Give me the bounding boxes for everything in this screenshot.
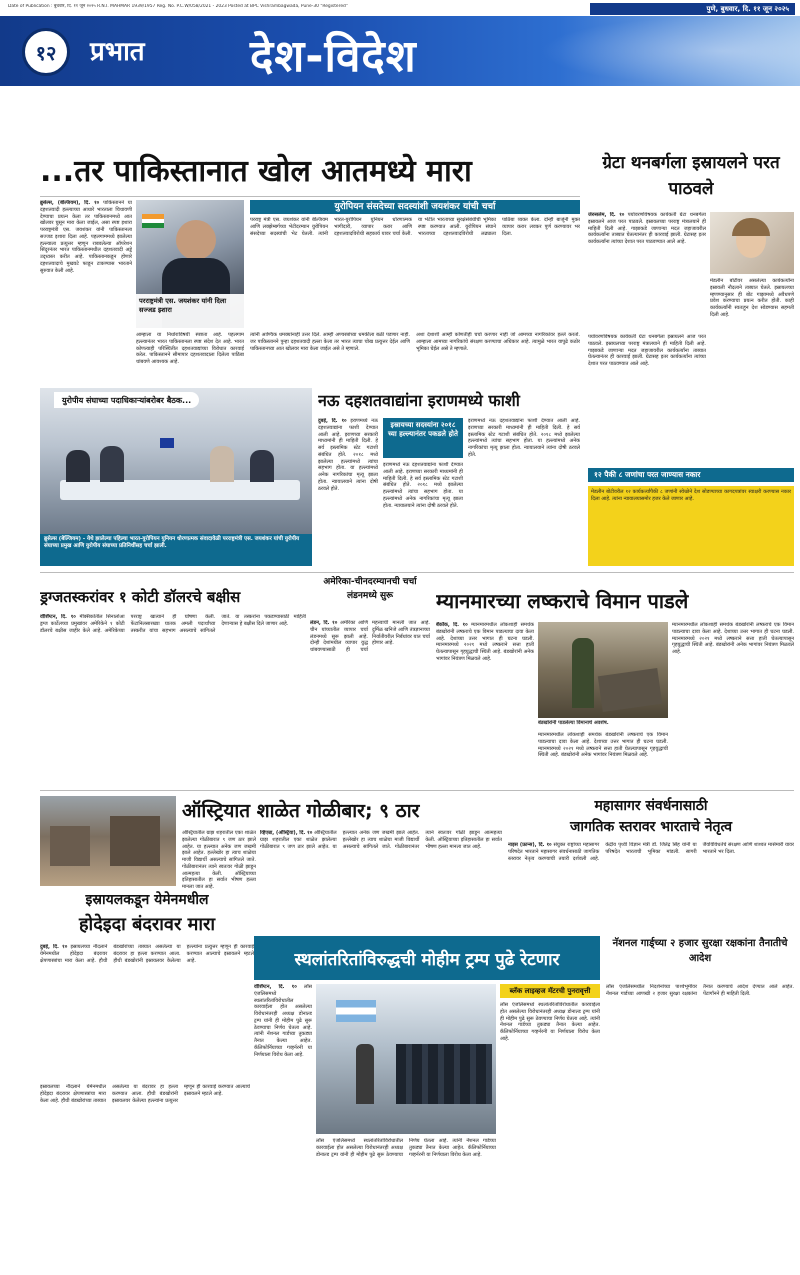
eu-photo-caption-text: ब्रुसेल्स (बेल्जियम) - येथे झालेल्या पहिल्या भारत-युरोपियन युनियन धोरणात्मक संवादावेळी परराष्ट्रमंत्री एस. जयशंकर यांची युरोपीय संघाच्या प्रमुख आणि युरोपीय संघाच्या प्रतिनिधींसह चर्चा झाली. — [44, 536, 300, 550]
person-2 — [100, 446, 124, 482]
greta-headline: ग्रेटा थनबर्गला इस्रायलने परत पाठवले — [602, 153, 780, 199]
flag-raised — [336, 1000, 376, 1022]
drug-headline: ड्रग्जतस्करांवर १ कोटी डॉलरचे बक्षीस — [40, 588, 241, 606]
austria-dateline: व्हिएन्ना, (ऑस्ट्रिया), दि. १० — [260, 830, 313, 836]
ocean-dateline: नाइस (फ्रान्स), दि. १० — [508, 842, 552, 848]
trump-subhead-bar — [500, 984, 600, 998]
greta-highlight-text: मेडलीन बोटीवरील १२ कार्यकर्त्यांपैकी ८ जणांनी स्वेच्छेने देश सोडण्याच्या कागदपत्रांवर स्वाक्षरी करण्यास नकार दिला आहे. त्यांना न्यायालयासमोर हजर केले जाणार आहे. — [588, 486, 794, 566]
trump-text-2: लॉस एंजलिसमध्ये स्थलांतरितांविरोधातील कारवाईला होत असलेल्या विरोधानंतरही अध्यक्ष डोनाल्ड ट्रम्प यांनी ही मोहीम पुढे सुरू ठेवण्याचा निर्णय घेतला आहे. त्यांनी नॅशनल गार्डच्या तुकड्या तैनात केल्या आहेत. कॅलिफोर्नियाच्या गव्हर्नरनी या निर्णयाला विरोध केला आहे. — [316, 1138, 496, 1158]
eu-story-headline: युरोपियन संसदेच्या सदस्यांशी जयशंकर यांची चर्चा — [334, 202, 496, 212]
ocean-headline-line2: जागतिक स्तरावर भारताचे नेतृत्व — [569, 819, 733, 835]
page-number-badge — [22, 28, 70, 76]
lead-text-1: पाकिस्तानने या दहशतवादी हल्ल्याच्या आधारे भारताला चिथावणी देण्याचा प्रयत्न केला तर पाकिस्तानमध्ये आत खोलवर घुसून मारा केला जाईल, असा स्पष्ट इशारा परराष्ट्रमंत्री एस. जयशंकर यांनी पाकिस्तानला सज्जड इशारा दिला आहे. पहलगाममध्ये झालेल्या हल्ल्याला प्रत्युत्तर म्हणून राबवलेल्या ऑपरेशन सिंदूरनंतर भारत पाकिस्तानमधील दहशतवादी अड्डे उद्ध्वस्त करीत आहे. पाकिस्तानकडून होणारे दहशतवादाचे मुखवटे फाडून टाकण्यास भारताने सुरुवात केली आहे. — [40, 200, 132, 274]
myanmar-dateline: बँकॉक, दि. १० — [436, 622, 468, 628]
iran-text-left — [318, 418, 378, 566]
drug-body: मेक्सिकोतील सिनालोआ ड्रग्ज कार्टेलच्या प्रमुखांवर अमेरिकेने १ कोटी डॉलरचे बक्षीस जाहीर केले आहे. अमेरिकेच्या परराष्ट्र खात्याने ही घोषणा केली. फेंटानिलसारख्या घातक अमली पदार्थांच्या तस्करीत यांचा सहभाग असल्याचे सांगितले जाते. या तस्करांना पकडण्यासाठी माहिती देणाऱ्यास हे बक्षीस दिले जाणार आहे. — [40, 614, 306, 634]
iran-text-right: इराणमध्ये नऊ दहशतवाद्यांना फाशी देण्यात आली आहे. इराणच्या सरकारी माध्यमांनी ही माहिती दिली. हे सर्व इस्लामिक स्टेट गटाशी संबंधित होते. २०१८ मध्ये झालेल्या हल्ल्यांमध्ये त्यांचा सहभाग होता. या हल्ल्यांमध्ये अनेक नागरिकांचा मृत्यू झाला होता. न्यायालयाने त्यांना दोषी ठरवले होते. — [383, 462, 463, 509]
lead-divider — [40, 196, 580, 197]
iran-headline: नऊ दहशतवाद्यांना इराणमध्ये फाशी — [318, 391, 520, 410]
drug-dateline: वॉशिंग्टन, दि. १० — [40, 614, 76, 620]
ruins-block-1 — [50, 826, 90, 866]
person-1 — [66, 450, 90, 482]
greta-hair — [732, 218, 770, 236]
edition-date-strip — [590, 3, 795, 15]
protester — [356, 1044, 374, 1104]
yemen-text-2: इस्रायलच्या नौदलाने येमेनमधील होदेइदा बंदरावर क्षेपणास्त्रांचा मारा केला आहे. हौथी बंडखोरांच्या ताब्यात असलेल्या या बंदरावर हा हल्ला करण्यात आला. हौथी बंडखोरांनी इस्रायलवर केलेल्या हल्ल्यांना प्रत्युत्तर म्हणून ही कारवाई करण्यात आल्याचे इस्रायलने म्हटले आहे. — [40, 1084, 250, 1104]
brand-logo — [90, 30, 210, 70]
quote-box-text: परराष्ट्रमंत्री एस. जयशंकर यांनी दिला सज्जड इशारा — [139, 297, 227, 314]
eu-meeting-photo — [40, 388, 312, 534]
jaishankar-photo — [136, 200, 244, 328]
bottom-band — [0, 1228, 800, 1275]
yemen-body: इस्रायलच्या नौदलाने येमेनमधील होदेइदा बंदरावर क्षेपणास्त्रांचा मारा केला आहे. हौथी बंडखोरांच्या ताब्यात असलेल्या या बंदरावर हा हल्ला करण्यात आला. हौथी बंडखोरांनी इस्रायलवर केलेल्या हल्ल्यांना प्रत्युत्तर म्हणून ही कारवाई करण्यात आल्याचे इस्रायलने म्हटले आहे. — [40, 944, 254, 964]
quote-box — [136, 294, 244, 328]
lead-headline: ...तर पाकिस्तानात खोल आतमध्ये मारा — [40, 154, 472, 189]
person-4 — [250, 450, 274, 482]
soldier-figure — [572, 638, 594, 708]
row-divider-1 — [40, 572, 794, 573]
publication-line: Date of Publication : बुधवार, दि. ११ जून २०२५ R.N.I. MAHMAR 1939/1957 Reg. No. P.C.W/058/2021 - 2023 Posted at BPC Vishrambagwada, Pune-30 "Registered" — [8, 4, 348, 9]
lead-column-1 — [40, 200, 132, 328]
trump-headline-bar-full — [254, 936, 600, 980]
trump-subhead: ब्लॅक लाइव्हज मॅटरची पुनरावृत्ती — [509, 987, 591, 995]
police-line — [396, 1044, 492, 1104]
austria-text — [260, 830, 502, 932]
greta-text: पर्यावरणविषयक कार्यकर्ती ग्रेटा थनबर्गला इस्रायलने आज परत पाठवले. इस्रायलच्या परराष्ट्र मंत्रालयाने ही माहिती दिली आहे. गाझाकडे जाणाऱ्या मदत जहाजावरील कार्यकर्त्यांना ताब्यात घेतल्यानंतर ही कारवाई झाली. ग्रेटासह इतर कार्यकर्त्यांना त्यांच्या देशात परत पाठवण्यात आले आहे. — [588, 212, 706, 245]
iran-dateline: दुबई, दि. १० — [318, 418, 347, 424]
trump-side-text: लॉस एंजलिसमधील निदर्शनांच्या पार्श्वभूमीवर नॅशनल गार्डच्या आणखी २ हजार सुरक्षा रक्षकांना तैनात करण्याचे आदेश देण्यात आले आहेत. पेंटागॉनने ही माहिती दिली. — [606, 984, 794, 997]
ocean-headline-line1: महासागर संवर्धनासाठी — [594, 798, 708, 814]
myanmar-headline: म्यानमारच्या लष्कराचे विमान पाडले — [436, 589, 689, 613]
yemen-photo — [40, 796, 176, 886]
london-dateline: लंडन, दि. १० — [310, 620, 338, 626]
yemen-headline-line1: इस्रायलकडून येमेनमधील — [85, 892, 209, 908]
indian-flag-icon — [142, 214, 164, 228]
trump-side-headline: नॅशनल गार्ड्च्या २ हजार सुरक्षा रक्षकांना तैनातीचे आदेश — [612, 938, 788, 964]
myanmar-photo — [538, 622, 668, 718]
ocean-body: संयुक्त राष्ट्रांच्या महासागर परिषदेत भारताने महासागर संवर्धनासाठी जागतिक स्तरावर नेतृत्व करण्याची तयारी दर्शवली आहे. केंद्रीय पृथ्वी विज्ञान मंत्री डॉ. जितेंद्र सिंह यांनी या परिषदेत भारताची भूमिका मांडली. सागरी जैवविविधतेचे संरक्षण आणि शाश्वत मासेमारी यावर भारताने भर दिला. — [508, 842, 794, 862]
greta-text-3: पर्यावरणविषयक कार्यकर्ती ग्रेटा थनबर्गला इस्रायलने आज परत पाठवले. इस्रायलच्या परराष्ट्र मंत्रालयाने ही माहिती दिली आहे. गाझाकडे जाणाऱ्या मदत जहाजावरील कार्यकर्त्यांना ताब्यात घेतल्यानंतर ही कारवाई झाली. ग्रेटासह इतर कार्यकर्त्यांना त्यांच्या देशात परत पाठवण्यात आले आहे. — [588, 334, 706, 367]
section-title: देश-विदेश — [250, 31, 417, 82]
myanmar-photo-caption: बंडखोरांनी पाडलेल्या विमानाचे अवशेष. — [538, 720, 609, 726]
eu-story-headline-bar — [250, 200, 580, 214]
trump-dateline: वॉशिंग्टन, दि. १० — [254, 984, 297, 990]
person-3 — [210, 446, 234, 482]
wreckage — [598, 668, 662, 712]
myanmar-body: म्यानमारमधील लोकशाही समर्थक बंडखोरांनी लष्कराचे एक विमान पाडल्याचा दावा केला आहे. देशाच्या उत्तर भागात ही घटना घडली. म्यानमारमध्ये २०२१ मध्ये लष्कराने सत्ता हाती घेतल्यापासून गृहयुद्धाची स्थिती आहे. बंडखोरांनी अनेक भागांवर नियंत्रण मिळवले आहे. — [436, 622, 534, 662]
brand-name: प्रभात — [90, 37, 145, 67]
trump-text-3: लॉस एंजलिसमध्ये स्थलांतरितांविरोधातील कारवाईला होत असलेल्या विरोधानंतरही अध्यक्ष डोनाल्ड ट्रम्प यांनी ही मोहीम पुढे सुरू ठेवण्याचा निर्णय घेतला आहे. त्यांनी नॅशनल गार्डच्या तुकड्या तैनात केल्या आहेत. कॅलिफोर्नियाच्या गव्हर्नरनी या निर्णयाला विरोध केला आहे. — [500, 1002, 600, 1042]
masthead — [0, 16, 800, 86]
eu-story-text: परराष्ट्र मंत्री एस. जयशंकर यांनी बेल्जियम आणि लक्झेम्बर्गच्या भेटीदरम्यान युरोपियन संसदेच्या सदस्यांची भेट घेतली. त्यांनी भारत-युरोपियन युनियन धोरणात्मक भागीदारी, व्यापार करार आणि दहशतवादविरोधी सहकार्य यावर चर्चा केली. या भेटीत भारताच्या सुरक्षेसंबंधीची भूमिका स्पष्ट करण्यात आली. युरोपियन संघाने भारताच्या दहशतवादविरोधी लढ्याला पाठिंबा व्यक्त केला. दोन्ही बाजूंनी मुक्त व्यापार करार लवकर पूर्ण करण्यावर भर दिला. — [250, 217, 580, 237]
greta-text-2: मेडलीन बोटीवर असलेल्या कार्यकर्त्यांना इस्रायली नौदलाने ताब्यात घेतले. इस्रायलच्या म्हणण्यानुसार ही बोट गाझामध्ये अवैधपणे प्रवेश करण्याचा प्रयत्न करीत होती. काही कार्यकर्त्यांनी स्वतःहून देश सोडण्यास सहमती दिली आहे. — [710, 278, 794, 318]
ocean-text — [508, 842, 794, 932]
trump-text-1 — [254, 984, 312, 1222]
eu-flag-icon — [160, 438, 174, 448]
lead-dateline: ब्रुसेल्स, (बेल्जियम), दि. १० — [40, 200, 100, 206]
drug-text — [40, 614, 306, 784]
london-headline: अमेरिका-चीनदरम्यानची चर्चा लंडनमध्ये सुरू — [323, 577, 417, 601]
photo-figure — [176, 220, 216, 260]
iran-box-text: इस्रायच्या सदस्यांना २०१८ च्या हल्ल्यानंतर पकडले होते — [387, 421, 458, 439]
austria-text-2: ऑस्ट्रियातील ग्राझ शहरातील एका शाळेत झालेल्या गोळीबारात ९ जण ठार झाले आहेत. या हल्ल्यात अनेक जण जखमी झाले आहेत. हल्लेखोर हा त्याच शाळेचा माजी विद्यार्थी असल्याचे सांगितले जाते. गोळीबारानंतर त्याने स्वतःवर गोळी झाडून आत्महत्या केली. ऑस्ट्रियाच्या इतिहासातील हा सर्वात भीषण हल्ला मानला जात आहे. — [182, 830, 256, 890]
meeting-table — [60, 480, 300, 500]
austria-headline: ऑस्ट्रियात शाळेत गोळीबार; ९ ठार — [182, 800, 420, 822]
greta-photo — [710, 212, 794, 274]
yemen-dateline: दुबई, दि. १० — [40, 944, 68, 950]
greta-text-1 — [588, 212, 706, 330]
london-body: अमेरिका आणि चीन यांच्यातील व्यापार चर्चा लंडनमध्ये सुरू झाली आहे. दोन्ही देशांमधील व्यापार युद्ध थांबवण्यासाठी ही चर्चा महत्त्वाची मानली जात आहे. दुर्मिळ खनिजे आणि तंत्रज्ञानाच्या निर्यातीवरील निर्बंधांवर यात चर्चा होणार आहे. — [310, 620, 430, 653]
yemen-text — [40, 944, 254, 1080]
ocean-headline — [508, 796, 794, 838]
greta-highlight-tag — [588, 468, 794, 482]
row-divider-2 — [40, 790, 794, 791]
trump-headline: स्थलांतरितांविरुद्धची मोहीम ट्रम्प पुढे रेटणार — [294, 949, 560, 970]
iran-box — [383, 418, 463, 458]
eu-photo-label-text: युरोपीय संघाच्या पदाधिकाऱ्यांबरोबर बैठक... — [62, 395, 192, 405]
myanmar-text-2: म्यानमारमधील लोकशाही समर्थक बंडखोरांनी लष्कराचे एक विमान पाडल्याचा दावा केला आहे. देशाच्या उत्तर भागात ही घटना घडली. म्यानमारमध्ये २०२१ मध्ये लष्कराने सत्ता हाती घेतल्यापासून गृहयुद्धाची स्थिती आहे. बंडखोरांनी अनेक भागांवर नियंत्रण मिळवले आहे. — [538, 732, 668, 759]
greta-dateline: जेरुसलेम, दि. १० — [588, 212, 625, 218]
yemen-headline-line2: होदेइदा बंदरावर मारा — [78, 914, 216, 935]
iran-text-far: इराणमध्ये नऊ दहशतवाद्यांना फाशी देण्यात आली आहे. इराणच्या सरकारी माध्यमांनी ही माहिती दिली. हे सर्व इस्लामिक स्टेट गटाशी संबंधित होते. २०१८ मध्ये झालेल्या हल्ल्यांमध्ये त्यांचा सहभाग होता. या हल्ल्यांमध्ये अनेक नागरिकांचा मृत्यू झाला होता. न्यायालयाने त्यांना दोषी ठरवले होते. — [468, 418, 580, 458]
myanmar-text-3: म्यानमारमधील लोकशाही समर्थक बंडखोरांनी लष्कराचे एक विमान पाडल्याचा दावा केला आहे. देशाच्या उत्तर भागात ही घटना घडली. म्यानमारमध्ये २०२१ मध्ये लष्कराने सत्ता हाती घेतल्यापासून गृहयुद्धाची स्थिती आहे. बंडखोरांनी अनेक भागांवर नियंत्रण मिळवले आहे. — [672, 622, 794, 655]
lead-column-2: आम्हाला या निर्धाराविषयी स्पष्टता आहे. पहलगाम हल्ल्यानंतर भारत पाकिस्तानला स्पष्ट संदेश देत आहे. भारत कोणत्याही परिस्थितीत दहशतवाद्यांच्या विरोधात कारवाई करेल. पाकिस्तानने सीमापार दहशतवादाला दिलेला पाठिंबा थांबवणे आवश्यक आहे. — [136, 332, 244, 365]
eu-photo-caption — [40, 534, 312, 566]
austria-body: ऑस्ट्रियातील ग्राझ शहरातील एका शाळेत झालेल्या गोळीबारात ९ जण ठार झाले आहेत. या हल्ल्यात अनेक जण जखमी झाले आहेत. हल्लेखोर हा त्याच शाळेचा माजी विद्यार्थी असल्याचे सांगितले जाते. गोळीबारानंतर त्याने स्वतःवर गोळी झाडून आत्महत्या केली. ऑस्ट्रियाच्या इतिहासातील हा सर्वात भीषण हल्ला मानला जात आहे. — [260, 830, 502, 850]
trump-protest-photo — [316, 984, 496, 1134]
greta-highlight-tag-text: १२ पैकी ८ जणांचा परत जाण्यास नकार — [594, 470, 701, 479]
london-text — [310, 620, 430, 784]
edition-date: पुणे, बुधवार, दि. ११ जून २०२५ — [706, 5, 789, 13]
iran-text: इराणमध्ये नऊ दहशतवाद्यांना फाशी देण्यात आली आहे. इराणच्या सरकारी माध्यमांनी ही माहिती दिली. हे सर्व इस्लामिक स्टेट गटाशी संबंधित होते. २०१८ मध्ये झालेल्या हल्ल्यांमध्ये त्यांचा सहभाग होता. या हल्ल्यांमध्ये अनेक नागरिकांचा मृत्यू झाला होता. न्यायालयाने त्यांना दोषी ठरवले होते. — [318, 418, 378, 492]
trump-body: लॉस एंजलिसमध्ये स्थलांतरितांविरोधातील कारवाईला होत असलेल्या विरोधानंतरही अध्यक्ष डोनाल्ड ट्रम्प यांनी ही मोहीम पुढे सुरू ठेवण्याचा निर्णय घेतला आहे. त्यांनी नॅशनल गार्डच्या तुकड्या तैनात केल्या आहेत. कॅलिफोर्नियाच्या गव्हर्नरनी या निर्णयाला विरोध केला आहे. — [254, 984, 312, 1058]
myanmar-text-1 — [436, 622, 534, 784]
lead-column-3: त्यांनी आण्विक धमक्यांनाही उत्तर दिले. आम्ही अण्वस्त्रांच्या धमकीला बळी पडणार नाही. जर पाकिस्तानने पुन्हा दहशतवादी हल्ला केला तर भारत त्याचा चोख प्रत्युत्तर देईल आणि पाकिस्तानच्या आत खोलवर मारा केला जाईल असे ते म्हणाले. — [250, 332, 410, 352]
world-map-decor — [540, 16, 800, 86]
lead-column-4: अशा देशाशी आम्ही कोणतीही चर्चा करणार नाही जो आमच्या नागरिकांवर हल्ले करतो. आम्हाला आमच्या नागरिकांचे संरक्षण करण्याचा अधिकार आहे. त्यामुळे भारत यापुढे कठोर भूमिका घेईल असे ते म्हणाले. — [416, 332, 580, 352]
page-number: १२ — [35, 40, 57, 65]
eu-photo-label — [54, 392, 199, 408]
ruins-block-2 — [110, 816, 160, 866]
